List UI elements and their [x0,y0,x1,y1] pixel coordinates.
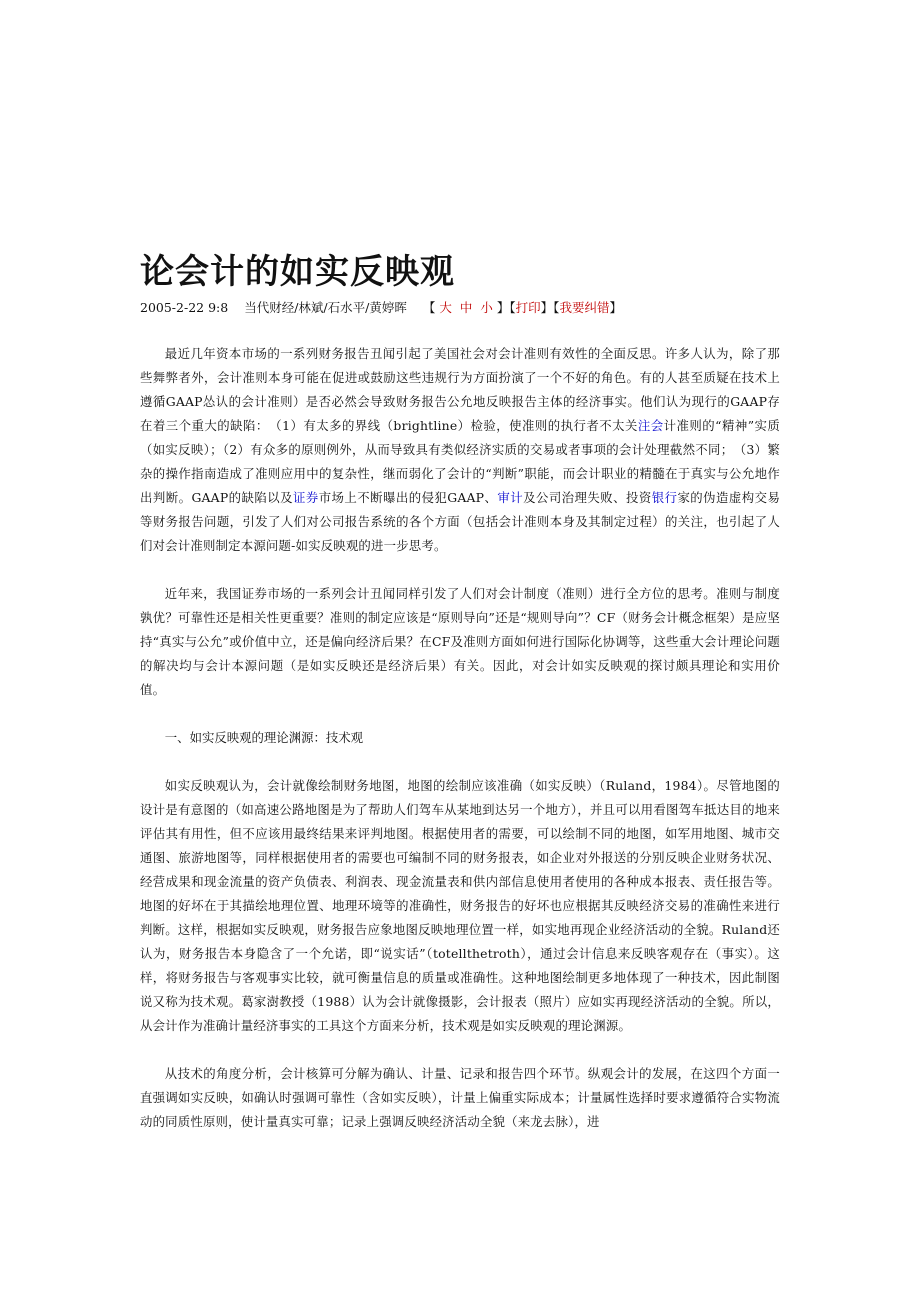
article-source: 当代财经/林斌/石水平/黄婷晖 [244,300,407,315]
keyword-link-yinhang[interactable]: 银行 [651,490,678,505]
font-size-small-link[interactable]: 小 [480,300,493,315]
report-error-link[interactable]: 我要纠错 [559,300,610,315]
paragraph-2: 近年来，我国证券市场的一系列会计丑闻同样引发了人们对会计制度（准则）进行全方位的思考。准则与制度孰优？可靠性还是相关性更重要？准则的制定应该是“原则导向”还是“规则导向”？CF（财务会计概念框架）是应坚持“真实与公允”或价值中立，还是偏向经济后果？在CF及准则方面如何进行国际化协调等，这些重大会计理论问题的解决均与会计本源问题（是如实反映还是经济后果）有关。因此，对会计如实反映观的探讨颇具理论和实用价值。 [140,586,780,697]
keyword-link-shenji[interactable]: 审计 [497,490,524,505]
keyword-link-zhuhui[interactable]: 注会 [637,418,664,433]
article-body [140,342,780,1134]
publish-date: 2005-2-22 9:8 [140,300,229,315]
section-heading-1: 一、如实反映观的理论渊源：技术观 [164,730,364,745]
article-title: 论会计的如实反映观 [140,252,455,292]
bracket-open: 【 [422,300,436,315]
article [140,248,780,1158]
paragraph-1: 最近几年资本市场的一系列财务报告丑闻引起了美国社会对会计准则有效性的全面反思。许多人认为，除了那些舞弊者外，会计准则本身可能在促进或鼓励这些违规行为方面扮演了一个不好的角色。有的人甚至质疑在技术上遵循GAAP怂认的会计准则）是否必然会导致财务报告公允地反映报告主体的经济事实。他们认为现行的GAAP存在着三个重大的缺陷： （1）有太多的界线（brightline）检验，使准则的执行者不太关注会计准则的“精神”实质（如实反映）；（2）有众多的原则例外，从而导致具有类似经济实质的交易或者事项的会计处理截然不同； （3）繁杂的操作指南造成了准则应用中的复杂性，继而弱化了会计的“判断”职能，而会计职业的精髓在于真实与公允地作出判断。GAAP的缺陷以及证券市场上不断曝出的侵犯GAAP、审计及公司治理失败、投资银行家的伪造虚构交易等财务报告问题，引发了人们对公司报告系统的各个方面（包括会计准则本身及其制定过程）的关注，也引起了人们对会计准则制定本源问题-如实反映观的进一步思考。 [140,346,781,553]
keyword-link-zhengquan[interactable]: 证券 [292,490,319,505]
font-size-medium-link[interactable]: 中 [459,300,473,315]
bracket-close: 】 [609,300,622,315]
font-size-large-link[interactable]: 大 [439,300,452,315]
paragraph-4: 从技术的角度分析，会计核算可分解为确认、计量、记录和报告四个环节。纵观会计的发展，在这四个方面一直强调如实反映，如确认时强调可靠性（含如实反映），计量上偏重实际成本；计量属性选择时要求遵循符合实物流动的同质性原则，使计量真实可靠；记录上强调反映经济活动全貌（来龙去脉），进 [140,1066,780,1129]
print-link[interactable]: 打印 [515,300,541,315]
article-meta: 2005-2-22 9:8 当代财经/林斌/石水平/黄婷晖 【 大 中 小 】【打印】【我要纠错】 [140,300,622,315]
paragraph-3: 如实反映观认为，会计就像绘制财务地图，地图的绘制应该准确（如实反映）（Ruland，1984）。尽管地图的设计是有意图的（如高速公路地图是为了帮助人们驾车从某地到达另一个地方），并且可以用看图驾车抵达目的地来评估其有用性，但不应该用最终结果来评判地图。根据使用者的需要，可以绘制不同的地图，如军用地图、城市交通图、旅游地图等，同样根据使用者的需要也可编制不同的财务报表，如企业对外报送的分别反映企业财务状况、经营成果和现金流量的资产负债表、利润表、现金流量表和供内部信息使用者使用的各种成本报表、责任报告等。地图的好坏在于其描绘地理位置、地理环境等的准确性，财务报告的好坏也应根据其反映经济交易的准确性来进行判断。这样，根据如实反映观，财务报告应象地图反映地理位置一样，如实地再现企业经济活动的全貌。Ruland还认为，财务报告本身隐含了一个允诺，即“说实话”（totellthetroth），通过会计信息来反映客观存在（事实）。这样，将财务报告与客观事实比较，就可衡量信息的质量或准确性。这种地图绘制更多地体现了一种技术，因此制图说又称为技术观。葛家澍教授（1988）认为会计就像摄影，会计报表（照片）应如实再现经济活动的全貌。所以，从会计作为准确计量经济事实的工具这个方面来分析，技术观是如实反映观的理论渊源。 [140,778,780,1033]
